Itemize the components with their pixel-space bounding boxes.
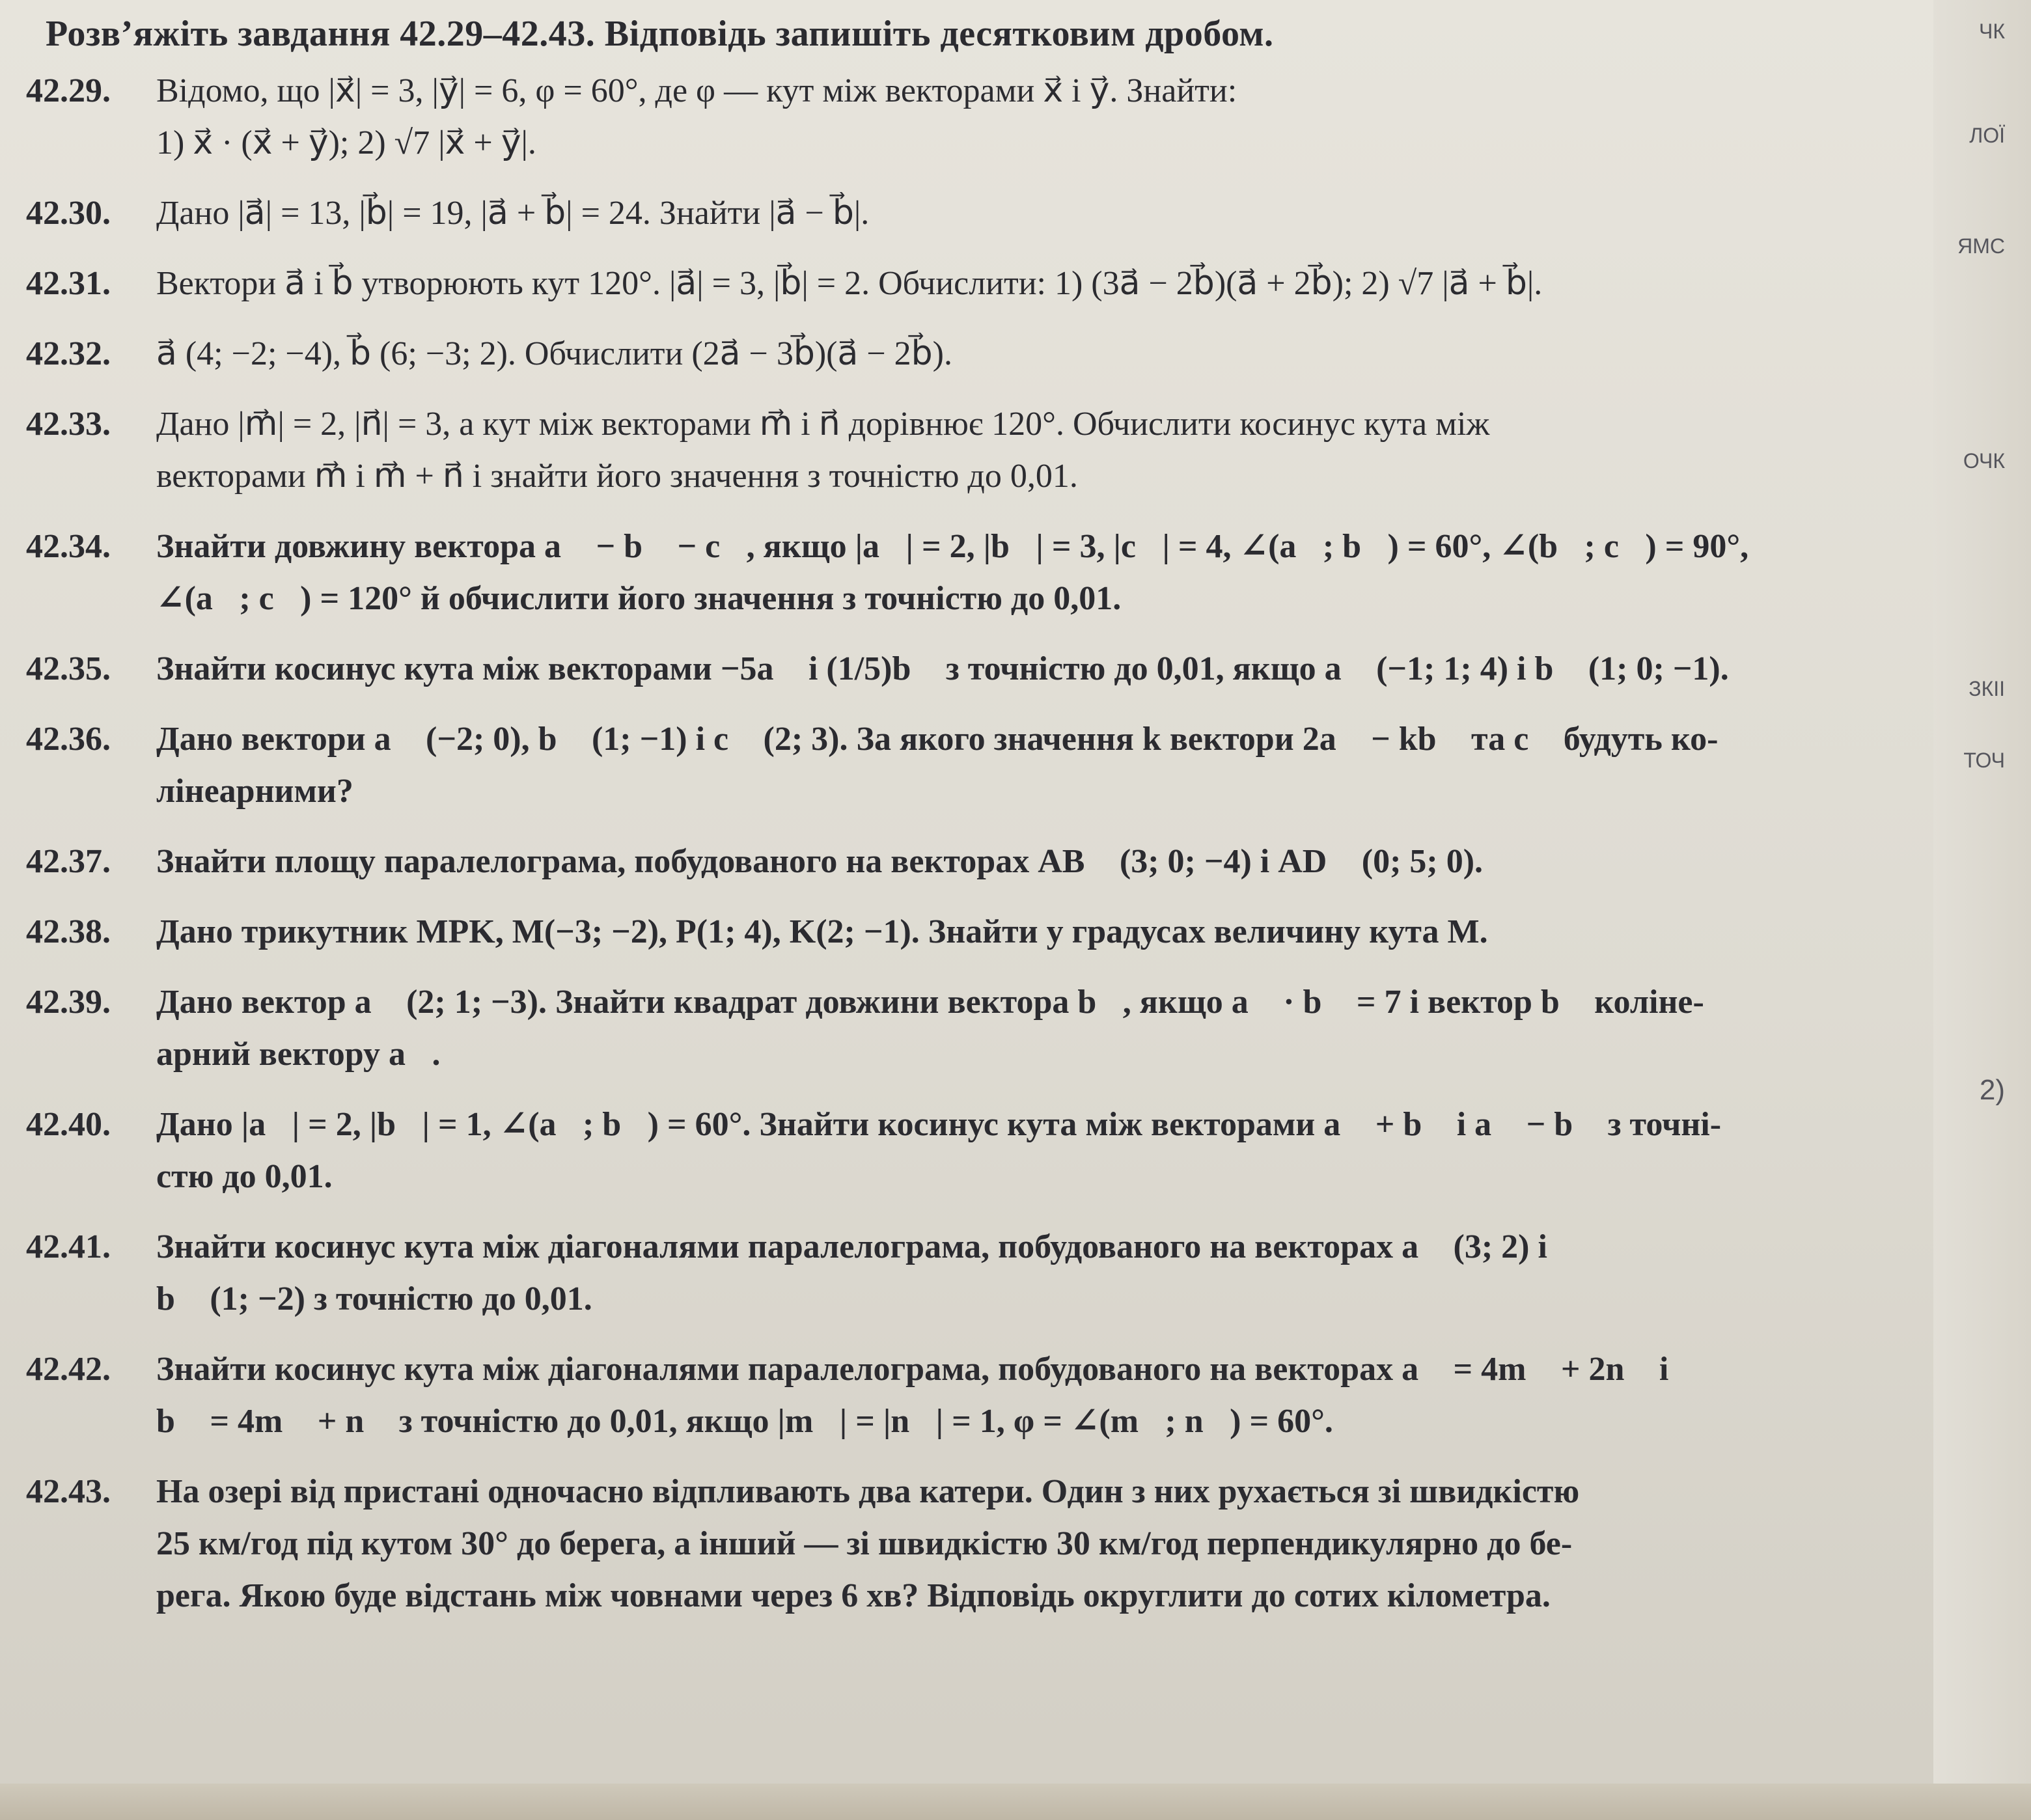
margin-fragment: ЯМС [1957,234,2005,258]
task-number: 42.30. [26,195,111,232]
task-list [26,65,1914,1640]
margin-fragment: ЛОЇ [1969,124,2005,147]
task-text-line: На озері від пристані одночасно відпливають два катери. Один з них рухається зі швидкістю [156,1473,1580,1510]
task-text-line: Дано вектор a⃗ (2; 1; −3). Знайти квадрат довжини вектора b⃗, якщо a⃗ · b⃗ = 7 і вектор b⃗ коліне- [156,984,1704,1021]
task-text-line: 1) x⃗ · (x⃗ + y⃗); 2) √7 |x⃗ + y⃗|. [156,124,536,161]
task-text-line: b⃗ (1; −2) з точністю до 0,01. [156,1280,592,1317]
task-text-line: Знайти довжину вектора a⃗ − b⃗ − c⃗, якщо |a⃗| = 2, |b⃗| = 3, |c⃗| = 4, ∠(a⃗; b⃗) = 60°, ∠(b⃗; c⃗) = 90°, [156,528,1749,565]
task-text-line: Дано вектори a⃗ (−2; 0), b⃗ (1; −1) і c⃗ (2; 3). За якого значення k вектори 2a⃗ − kb⃗ та c⃗ будуть ко- [156,721,1719,758]
task-number: 42.41. [26,1228,111,1265]
task-item [26,836,1914,888]
task-item [26,328,1914,380]
task-text-line: Знайти площу паралелограма, побудованого на векторах AB⃗ (3; 0; −4) і AD⃗ (0; 5; 0). [156,843,1484,880]
task-item [26,521,1914,625]
task-item [26,187,1914,240]
page-heading: Розв’яжіть завдання 42.29–42.43. Відповідь запишіть десятковим дробом. [46,14,1274,54]
task-text-line: арний вектору a⃗. [156,1036,441,1073]
task-text-line: Знайти косинус кута між діагоналями паралелограма, побудованого на векторах a⃗ (3; 2) і [156,1228,1547,1265]
margin-fragment: ЧК [1979,20,2005,43]
task-number: 42.37. [26,843,111,880]
task-item [26,258,1914,310]
task-number: 42.38. [26,913,111,950]
task-number: 42.35. [26,650,111,687]
task-text-line: Відомо, що |x⃗| = 3, |y⃗| = 6, φ = 60°, де φ — кут між векторами x⃗ і y⃗. Знайти: [156,72,1237,109]
task-text-line: Дано |a⃗| = 2, |b⃗| = 1, ∠(a⃗; b⃗) = 60°. Знайти косинус кута між векторами a⃗ + b⃗ і a⃗ − b⃗ з точні- [156,1106,1722,1143]
task-number: 42.36. [26,721,111,758]
task-text-line: Дано |a⃗| = 13, |b⃗| = 19, |a⃗ + b⃗| = 24. Знайти |a⃗ − b⃗|. [156,195,870,232]
task-text-line: 25 км/год під кутом 30° до берега, а інший — зі швидкістю 30 км/год перпендикулярно до бе- [156,1525,1573,1562]
page-edge-shadow [0,1784,2031,1820]
task-number: 42.43. [26,1473,111,1510]
task-text-line: рега. Якою буде відстань між човнами через 6 хв? Відповідь округлити до сотих кілометра. [156,1577,1551,1614]
task-number: 42.32. [26,335,111,372]
margin-fragment: ЗКІІ [1969,677,2005,700]
task-text-line: a⃗ (4; −2; −4), b⃗ (6; −3; 2). Обчислити (2a⃗ − 3b⃗)(a⃗ − 2b⃗). [156,335,952,372]
task-item [26,1466,1914,1622]
next-page-margin [1933,0,2031,1820]
task-item [26,1099,1914,1203]
task-text-line: ∠(a⃗; c⃗) = 120° й обчислити його значення з точністю до 0,01. [156,580,1122,617]
task-text-line: Вектори a⃗ і b⃗ утворюють кут 120°. |a⃗| = 3, |b⃗| = 2. Обчислити: 1) (3a⃗ − 2b⃗)(a⃗ + 2b⃗); 2) √7 |a⃗ + b⃗|. [156,265,1543,302]
task-text-line: лінеарними? [156,773,353,810]
task-number: 42.39. [26,984,111,1021]
task-number: 42.33. [26,406,111,443]
task-number: 42.31. [26,265,111,302]
task-number: 42.42. [26,1351,111,1388]
task-text-line: стю до 0,01. [156,1158,333,1195]
task-number: 42.40. [26,1106,111,1143]
task-text-line: Знайти косинус кута між діагоналями паралелограма, побудованого на векторах a⃗ = 4m⃗ + 2n⃗ і [156,1351,1669,1388]
task-item [26,906,1914,958]
task-text-line: Дано трикутник MPK, M(−3; −2), P(1; 4), K(2; −1). Знайти у градусах величину кута M. [156,913,1488,950]
task-text-line: Знайти косинус кута між векторами −5a⃗ і (1/5)b⃗ з точністю до 0,01, якщо a⃗ (−1; 1; 4) і b⃗ (1; 0; −1). [156,650,1729,687]
task-item [26,643,1914,695]
task-item [26,1344,1914,1448]
task-item [26,1221,1914,1325]
margin-fragment: 2) [1979,1074,2005,1106]
margin-fragment: ТОЧ [1963,749,2005,772]
task-item [26,713,1914,818]
task-item [26,65,1914,169]
task-item [26,398,1914,503]
task-number: 42.34. [26,528,111,565]
task-text-line: Дано |m⃗| = 2, |n⃗| = 3, а кут між векторами m⃗ і n⃗ дорівнює 120°. Обчислити косинус кута між [156,406,1490,443]
margin-fragment: ОЧК [1963,449,2005,473]
task-text-line: векторами m⃗ і m⃗ + n⃗ і знайти його значення з точністю до 0,01. [156,458,1078,495]
task-item [26,976,1914,1081]
task-text-line: b⃗ = 4m⃗ + n⃗ з точністю до 0,01, якщо |m⃗| = |n⃗| = 1, φ = ∠(m⃗; n⃗) = 60°. [156,1403,1333,1440]
task-number: 42.29. [26,72,111,109]
